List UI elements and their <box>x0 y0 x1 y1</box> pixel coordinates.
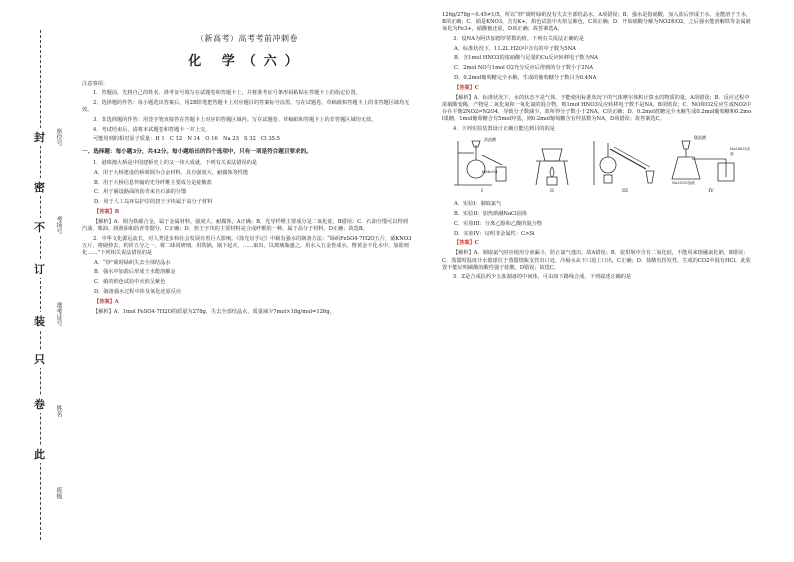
right-column <box>442 12 752 284</box>
admission-number-field[interactable]: 准考证号 <box>55 302 62 326</box>
binding-char: 装 <box>34 312 45 330</box>
option: B．用于大桥信息传输的光导纤维主要成分是硅酸盐 <box>94 179 212 186</box>
option: D．制备强水过程中涉及氧化还原反应 <box>94 288 182 295</box>
apparatus-4 <box>670 135 752 193</box>
question-stem: 4．下列实验装置设计正确且能达到目的的是 <box>453 125 555 132</box>
analysis-text: 【解析】A．1mol FeSO4·7H2O的质量为278g，失去全部结晶水，质量减少7mol×18g/mol=126g， <box>93 308 335 315</box>
reagent-label: KMnO4 <box>482 169 498 175</box>
answer-tag: 【答案】C <box>454 84 479 91</box>
figure-label: III <box>622 187 628 194</box>
binding-char: 密 <box>34 178 45 196</box>
option: D．用于人工岛环岛护岸的扭王字块属于高分子材料 <box>94 199 213 206</box>
left-column <box>82 34 412 318</box>
binding-char: 只 <box>34 350 45 368</box>
note-item: 3．非选择题的作答：用签字笔直接答在答题卡上对应的答题区域内。写在试题卷、草稿纸和答题卡上的非答题区域均无效。 <box>93 116 377 123</box>
section-heading: 一、选择题：每小题3分，共42分。每小题给出的四个选项中，只有一项是符合题目要求的。 <box>82 149 312 156</box>
option: B．强水中加盐后形成王水能溶解金 <box>94 269 176 276</box>
answer-tag: 【答案】A <box>94 298 119 305</box>
question-stem: 1．港珠澳大桥是中国建桥史上的又一伟大成就，下列有关说法错误的是 <box>93 160 258 167</box>
option: C．硝的焰色试验中火焰呈紫色 <box>94 279 166 286</box>
distillation-icon <box>584 135 666 187</box>
analysis-text: 【解析】A．标准状况下，水的状态不是气体，不能使用标准状况下的气体摩尔体积计算水的物质的量，A项错误；B．反应过程中浓硝酸变稀，产物是二氧化氮和一氧化氮的混合物，则1mol HNO3反应转移电子数不是NA，B项错误；C．NO和O2反应生成NO2中存在平衡2NO2⇌N2O4，导致分子数减少，故所得分子数小于2NA，C项正确；D．0.2mol蔗糖完全水解生成0.2mol葡萄糖和0.2mol果糖，1mol葡萄糖含有5mol羟基，则0.2mol葡萄糖含有羟基数为NA，D项错误；故答案选C。 <box>442 94 752 122</box>
flask-setup-icon <box>452 135 512 187</box>
apparatus-1 <box>452 135 512 193</box>
reagent-label: Na2SiO3溶液 <box>730 147 751 157</box>
question-stem: 3．设NA为阿伏加德罗常数的值。下列有关说法正确的是 <box>453 35 584 42</box>
binding-char: 不 <box>34 218 45 236</box>
option: C．用于铺设路面的沥青来自石油的分馏 <box>94 189 187 196</box>
analysis-text: 【解析】A．钢为铁碳合金，属于金属材料，强度大、耐腐蚀，A正确；B．光导纤维主要成分是二氧化硅，B错误；C．石油分馏可以得到汽油、柴油、润滑油和沥青等馏分，C正确；D．扭王字块的主要材料是合成纤维的一种，属于高分子材料，D正确；故选B。 <box>82 218 408 232</box>
binding-char: 封 <box>34 128 45 146</box>
seat-number-field[interactable]: 座位号 <box>55 128 62 146</box>
notes-heading: 注意事项： <box>82 80 108 87</box>
reagent-label: 浓盐酸 <box>484 137 496 143</box>
figure-label: I <box>481 187 483 194</box>
option: C．实验III：分离乙醇和乙酸的混合物 <box>454 220 542 227</box>
option: A．实验I：制取氯气 <box>454 201 502 208</box>
apparatus-3 <box>584 135 666 193</box>
binding-char: 此 <box>34 445 45 463</box>
subject-title: 化 学（六） <box>188 53 306 69</box>
figure-label: IV <box>708 187 714 194</box>
binding-margin <box>0 0 64 562</box>
option: A．“炒”砚时绿矾失去全部结晶水 <box>94 259 171 266</box>
gas-test-icon <box>670 135 752 187</box>
binding-dashed-line <box>40 30 41 540</box>
binding-char: 卷 <box>34 395 45 413</box>
option: C．2mol NO与1mol O2充分反应后得到的分子数小于2NA <box>454 65 594 72</box>
analysis-text: 【解析】A．制取氯气时应使用分液漏斗，防止氯气逸出，故A错误；B．瓷坩埚中含有二氧化硅，不能用来熔融氯化钠，B错误；C．蒸馏时温度计水银球位于蒸馏烧瓶支管出口处，冷凝水从下口进上口出，C正确；D．盐酸有挥发性，生成的CO2中混有HCl，此装置不能证明碳酸的酸性强于硅酸，D错误；故选C。 <box>442 250 751 271</box>
question-stem: 2．中华文化源远流长，对人类进步和社会发展有着巨大影响。《徐光启手记》中载有强水的制备方法：“绿矾FeSO4·7H2O五斤，硝KNO3五斤，将砚炒去，约折五分之一。将二味同研细，用铁锅，锅下起火，……取出，以玻璃瓶盛之，用水入五金皆成水，惟黄金不化水中，加盐则化……”下列相关说法错误的是 <box>82 235 412 256</box>
binding-char: 订 <box>34 260 45 278</box>
option: B．实验II：加热熔融NaCl固体 <box>454 211 528 218</box>
note-item: 4．考试结束后，请将本试题卷和答题卡一并上交。 <box>93 126 211 133</box>
answer-tag: 【答案】C <box>454 240 479 247</box>
option: A．标准状况下，11.2L H2O中含有的中子数为5NA <box>454 45 576 52</box>
option: D．实验IV：证明非金属性：C>Si <box>454 230 535 237</box>
class-field[interactable]: 班级 <box>55 487 62 499</box>
note-item: 2．选择题的作答：每小题选出答案后，用2B铅笔把答题卡上对应题目的答案标号涂黑，写在试题卷、草稿纸和答题卡上的非答题区域均无效。 <box>82 100 410 114</box>
answer-tag: 【答案】B <box>94 208 120 215</box>
question-stem: 5．Z是合成抗药少五肽制备的中间体，可由如下路线合成，下列叙述正确的是 <box>453 274 632 281</box>
crucible-icon <box>522 135 582 187</box>
option: A．用于大桥建设的桥梁钢为合金材料，具有强度大、耐腐蚀等性能 <box>94 169 249 176</box>
analysis-continuation: 126g/278g＝0.45≠1/5，所以“炒”砚时绿矾没有失去全部结晶水，A项错误；B．强水是指硝酸，加入盐后形成王水，金能溶于王水，B项正确；C．硝是KNO3，含有K+，焰色试验中火焰呈紫色，C项正确；D．开始硝酸分解为NO2和O2，之后强水能溶解铁等金属被氧化为Fe3+，硝酸被还原，D项正确；故答案选A。 <box>442 12 752 33</box>
apparatus-figure <box>442 135 752 197</box>
apparatus-2 <box>522 135 582 193</box>
atomic-masses: 可能用到的相对原子质量：H 1 C 12 N 14 O 16 Na 23 S 32 Cl 35.5 <box>93 136 280 143</box>
reagent-label: Na2CO3溶液 <box>672 181 695 186</box>
option: B．含1mol HNO3的浓硝酸与足量的Cu反应转移电子数为NA <box>454 55 599 62</box>
note-item: 1．答题前，先将自己的姓名、准考证号填写在试题卷和答题卡上，并将准考证号条形码粘贴在答题卡上的指定位置。 <box>93 90 361 97</box>
figure-label: II <box>550 187 554 194</box>
exam-title: （新高考）高考考前冲刺卷 <box>196 34 298 43</box>
exam-room-field[interactable]: 考场号 <box>55 216 62 234</box>
reagent-label: 稀盐酸 <box>694 135 706 141</box>
name-field[interactable]: 姓名 <box>55 405 62 417</box>
option: D．0.2mol葡萄糖完全水解，生成的葡萄糖分子数目为0.4NA <box>454 74 597 81</box>
